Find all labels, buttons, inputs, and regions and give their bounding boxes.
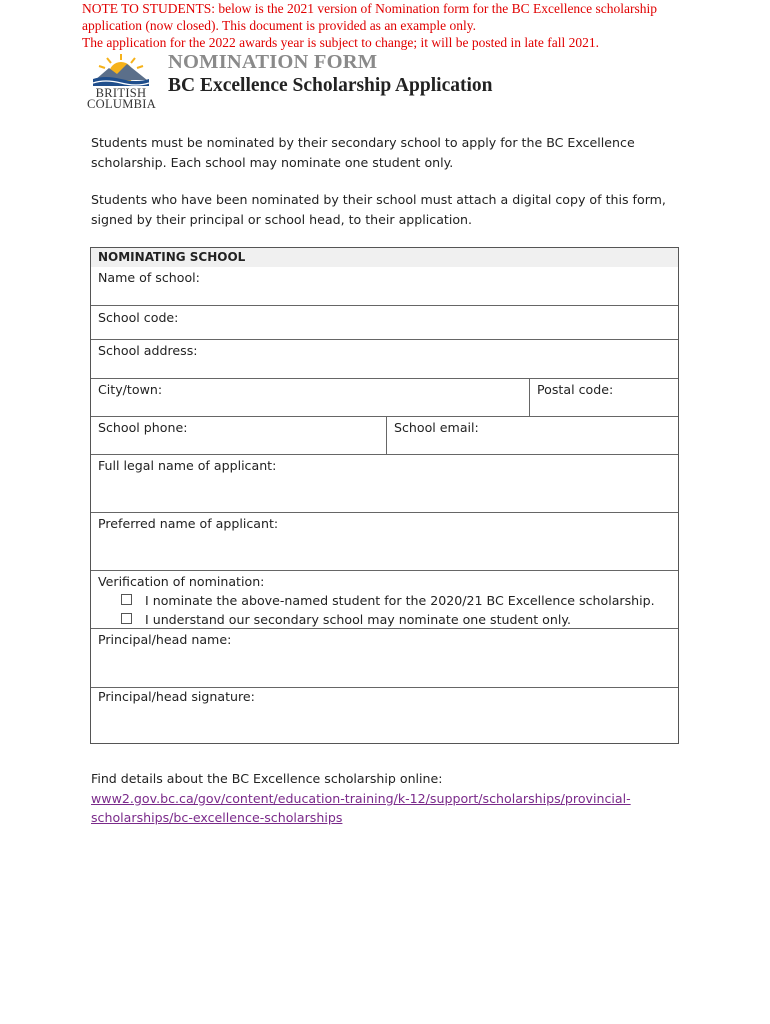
school-code-field[interactable] <box>91 305 678 339</box>
preferred-name-label: Preferred name of applicant: <box>98 516 279 531</box>
city-town-field[interactable] <box>91 379 530 416</box>
intro-paragraph-1 <box>91 133 691 172</box>
scholarship-link-line-1[interactable]: www2.gov.bc.ca/gov/content/education-training/k-12/support/scholarships/provincial- <box>91 790 631 806</box>
school-address-label: School address: <box>98 343 198 358</box>
full-legal-name-label: Full legal name of applicant: <box>98 458 277 473</box>
nominate-checkbox-label: I nominate the above-named student for the 2020/21 BC Excellence scholarship. <box>145 593 655 608</box>
postal-code-field[interactable] <box>530 379 678 416</box>
phone-email-row <box>91 416 678 454</box>
understand-checkbox[interactable] <box>121 613 132 624</box>
name-of-school-field[interactable] <box>91 267 678 305</box>
school-phone-field[interactable] <box>91 417 387 454</box>
page-title: BC Excellence Scholarship Application <box>168 75 493 96</box>
footer-details <box>91 769 691 828</box>
school-email-label: School email: <box>394 420 479 435</box>
preferred-name-field[interactable] <box>91 512 678 570</box>
footer-text: Find details about the BC Excellence scholarship online: <box>91 771 443 786</box>
understand-checkbox-item[interactable] <box>121 612 571 627</box>
bc-logo <box>87 52 155 110</box>
intro-p2-line-1: Students who have been nominated by their school must attach a digital copy of this form, <box>91 192 666 207</box>
principal-name-field[interactable] <box>91 628 678 687</box>
school-code-label: School code: <box>98 310 179 325</box>
scholarship-link-line-2[interactable]: scholarships/bc-excellence-scholarships <box>91 810 343 825</box>
nomination-form-table <box>90 247 679 744</box>
intro-paragraph-2 <box>91 190 691 229</box>
principal-signature-field[interactable] <box>91 687 678 743</box>
school-address-field[interactable] <box>91 339 678 378</box>
nominate-checkbox[interactable] <box>121 594 132 605</box>
section-heading: NOMINATING SCHOOL <box>98 250 246 264</box>
intro-p1-line-2: scholarship. Each school may nominate one student only. <box>91 154 454 170</box>
note-to-students <box>82 0 762 51</box>
principal-signature-label: Principal/head signature: <box>98 689 255 704</box>
principal-name-label: Principal/head name: <box>98 632 232 647</box>
city-town-label: City/town: <box>98 382 163 397</box>
name-of-school-label: Name of school: <box>98 270 200 285</box>
intro-p2-line-2: signed by their principal or school head, to their application. <box>91 211 473 227</box>
understand-checkbox-label: I understand our secondary school may nominate one student only. <box>145 612 572 627</box>
nominate-checkbox-item[interactable] <box>121 593 655 608</box>
bc-logo-emblem-icon <box>87 52 155 86</box>
verification-label: Verification of nomination: <box>98 574 265 589</box>
full-legal-name-field[interactable] <box>91 454 678 512</box>
verification-section <box>91 570 678 628</box>
note-line-1: NOTE TO STUDENTS: below is the 2021 version of Nomination form for the BC Excellence scholarship <box>82 1 658 16</box>
bc-logo-line-1: BRITISH <box>95 86 147 100</box>
bc-logo-line-2: COLUMBIA <box>87 97 157 111</box>
note-line-2: application (now closed). This document is provided as an example only. <box>82 18 477 33</box>
intro-p1-line-1: Students must be nominated by their secondary school to apply for the BC Excellence <box>91 135 635 150</box>
school-email-field[interactable] <box>387 417 678 454</box>
section-heading-row <box>91 248 678 267</box>
school-phone-label: School phone: <box>98 420 188 435</box>
postal-code-label: Postal code: <box>537 382 614 397</box>
note-line-3: The application for the 2022 awards year is subject to change; it will be posted in late fall 2021. <box>82 35 599 50</box>
form-label: NOMINATION FORM <box>168 51 378 73</box>
city-postal-row <box>91 378 678 416</box>
